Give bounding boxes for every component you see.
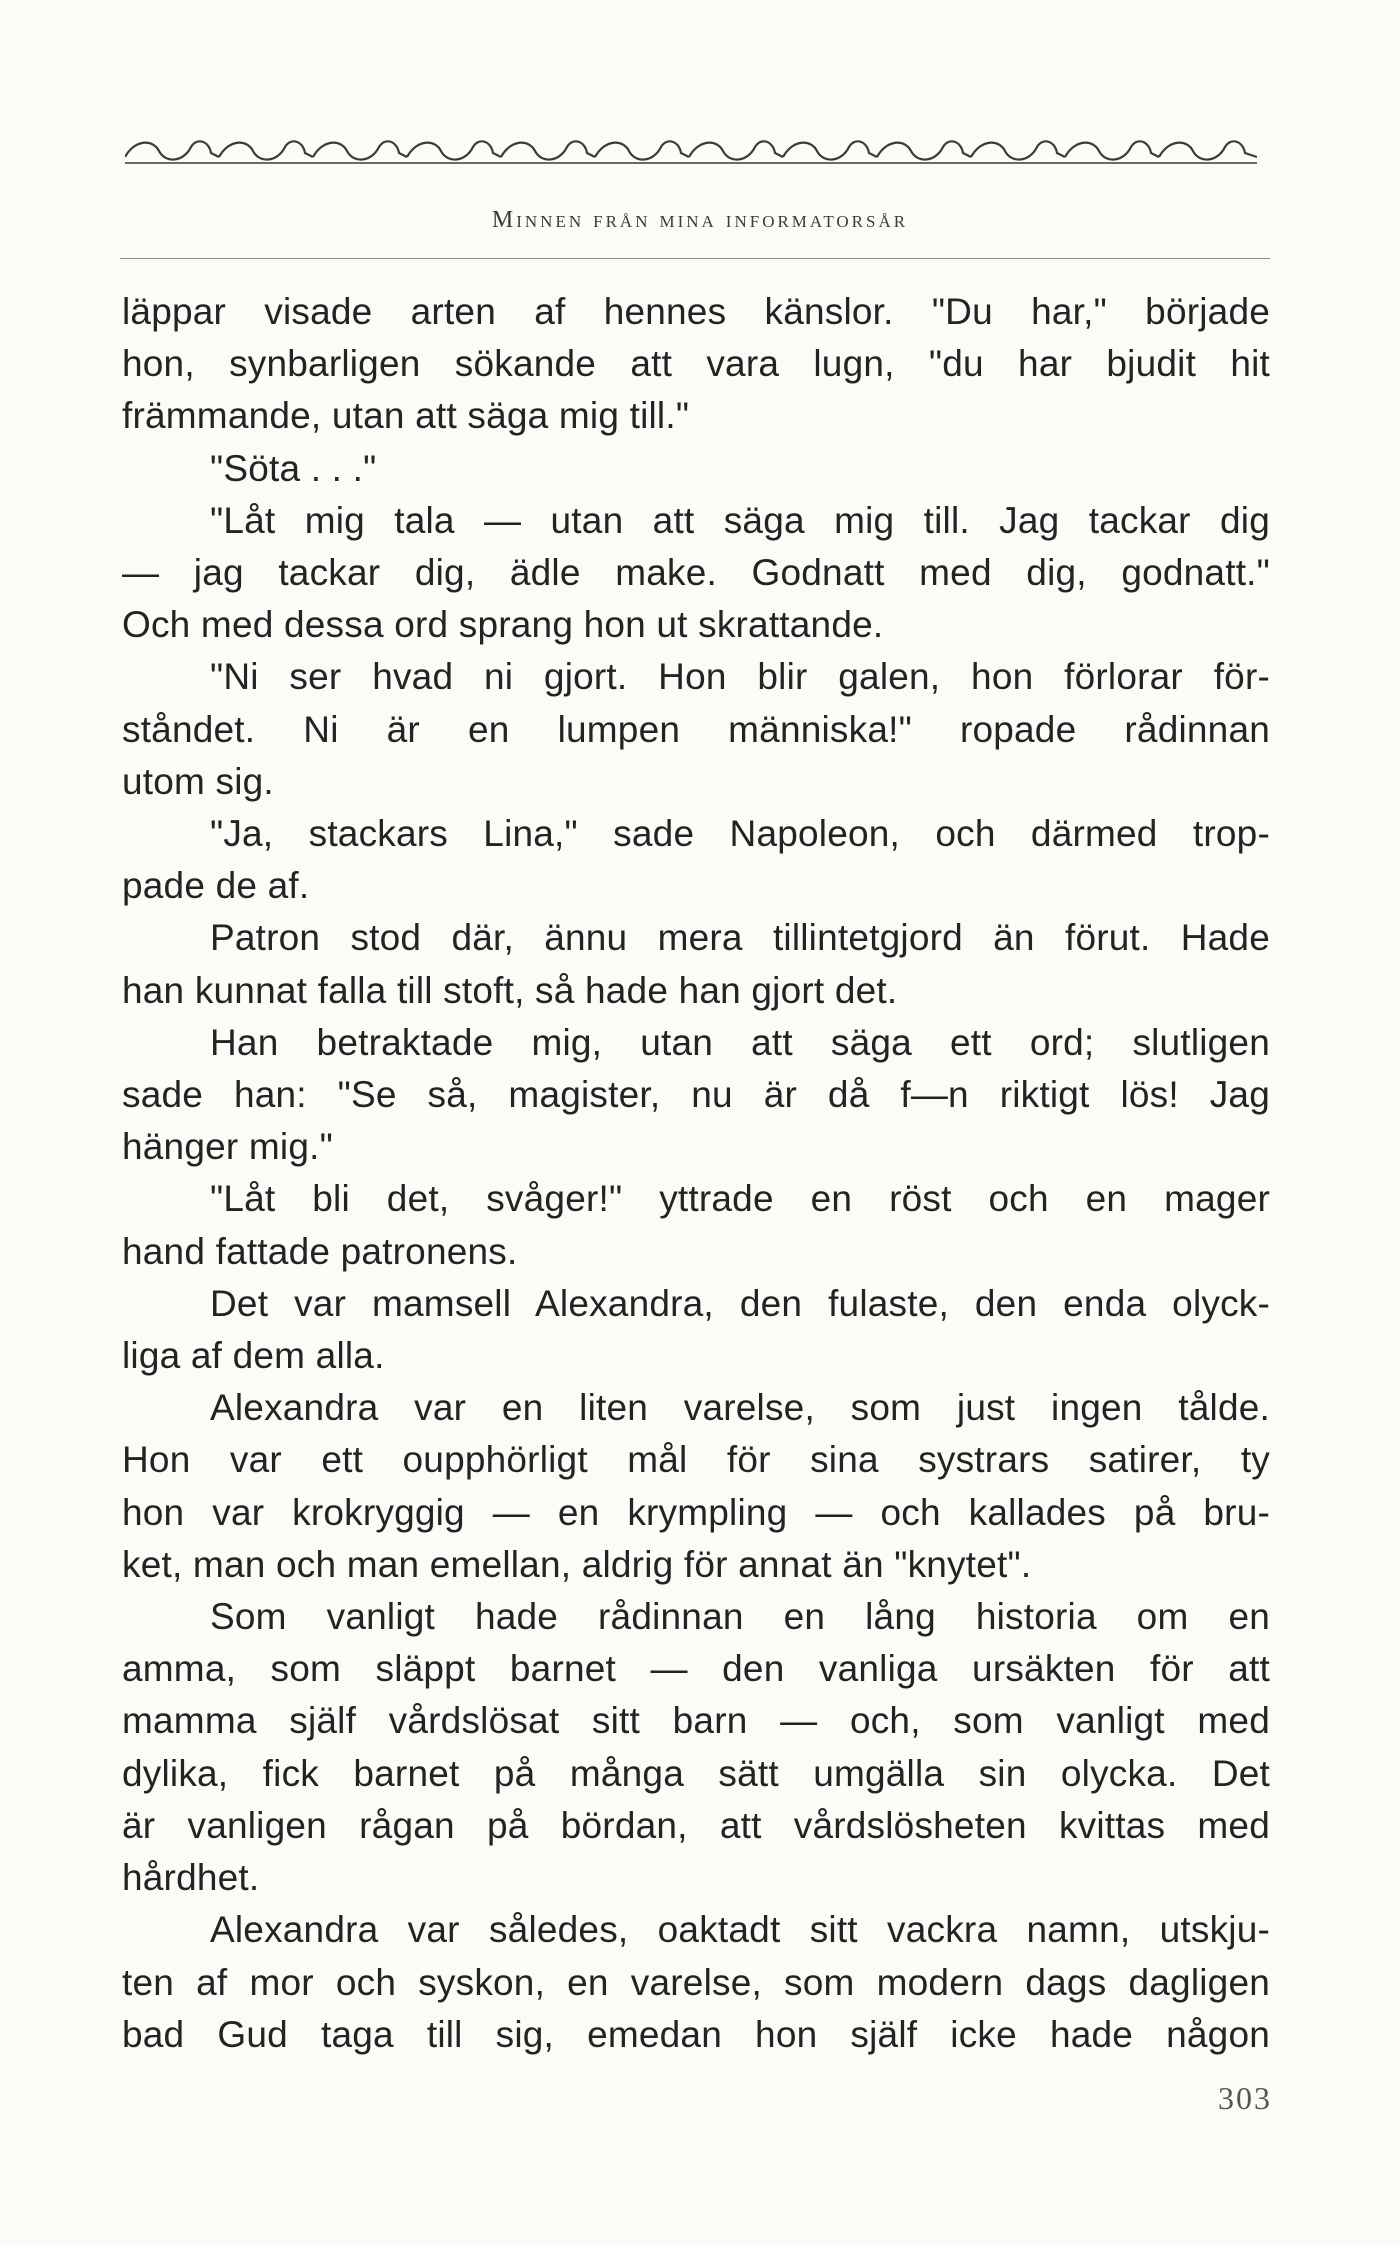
text-line: "Söta . . ." bbox=[210, 447, 377, 489]
text-line: sade han: "Se så, magister, nu är då f—n riktigt lös! Jag bbox=[122, 1074, 1270, 1116]
text-line: hänger mig." bbox=[122, 1126, 333, 1168]
text-line: pade de af. bbox=[122, 865, 310, 907]
text-line: han kunnat falla till stoft, så hade han gjort det. bbox=[122, 969, 898, 1011]
running-head: Minnen från mina informatorsår bbox=[491, 207, 909, 233]
text-line: Hon var ett oupphörligt mål för sina systrars satirer, ty bbox=[122, 1439, 1270, 1481]
text-line: är vanligen rågan på bördan, att vårdslösheten kvittas med bbox=[122, 1804, 1270, 1846]
text-line: mamma själf vårdslösat sitt barn — och, som vanligt med bbox=[122, 1700, 1270, 1742]
text-line: "Ja, stackars Lina," sade Napoleon, och därmed trop- bbox=[210, 813, 1270, 855]
text-line: hand fattade patronens. bbox=[122, 1230, 518, 1272]
text-line: "Ni ser hvad ni gjort. Hon blir galen, hon förlorar för- bbox=[210, 656, 1270, 698]
text-line: Och med dessa ord sprang hon ut skrattande. bbox=[122, 604, 884, 646]
text-line: Alexandra var en liten varelse, som just ingen tålde. bbox=[210, 1387, 1270, 1429]
text-line: ståndet. Ni är en lumpen människa!" ropade rådinnan bbox=[122, 708, 1270, 750]
text-line: — jag tackar dig, ädle make. Godnatt med dig, godnatt." bbox=[122, 552, 1270, 594]
text-line: hon var krokryggig — en krympling — och kallades på bru- bbox=[122, 1491, 1270, 1533]
text-line: "Låt mig tala — utan att säga mig till. Jag tackar dig bbox=[210, 499, 1270, 541]
text-line: Patron stod där, ännu mera tillintetgjord än förut. Hade bbox=[210, 917, 1270, 959]
text-line: bad Gud taga till sig, emedan hon själf icke hade någon bbox=[122, 2013, 1270, 2055]
text-line: "Låt bli det, svåger!" yttrade en röst och en mager bbox=[210, 1178, 1270, 1220]
text-line: hårdhet. bbox=[122, 1857, 260, 1899]
text-line: ket, man och man emellan, aldrig för annat än "knytet". bbox=[122, 1543, 1032, 1585]
text-line: ten af mor och syskon, en varelse, som modern dags dagligen bbox=[122, 1961, 1270, 2003]
text-line: amma, som släppt barnet — den vanliga ursäkten för att bbox=[122, 1648, 1270, 1690]
text-line: Det var mamsell Alexandra, den fulaste, den enda olyck- bbox=[210, 1282, 1270, 1324]
text-line: Han betraktade mig, utan att säga ett ord; slutligen bbox=[210, 1021, 1270, 1063]
text-line: hon, synbarligen sökande att vara lugn, "du har bjudit hit bbox=[122, 343, 1270, 385]
text-line: dylika, fick barnet på många sätt umgälla sin olycka. Det bbox=[122, 1752, 1270, 1794]
text-line: Alexandra var således, oaktadt sitt vackra namn, utskju- bbox=[210, 1909, 1270, 1951]
body-text bbox=[122, 286, 1270, 2061]
text-line: liga af dem alla. bbox=[122, 1335, 385, 1377]
header-rule bbox=[120, 258, 1270, 259]
text-line: utom sig. bbox=[122, 760, 274, 802]
text-line: läppar visade arten af hennes känslor. "Du har," började bbox=[122, 291, 1270, 332]
text-line: Som vanligt hade rådinnan en lång historia om en bbox=[210, 1596, 1270, 1638]
ornament-band bbox=[125, 133, 1257, 167]
text-line: främmande, utan att säga mig till." bbox=[122, 395, 690, 437]
page-number: 303 bbox=[1218, 2080, 1272, 2116]
